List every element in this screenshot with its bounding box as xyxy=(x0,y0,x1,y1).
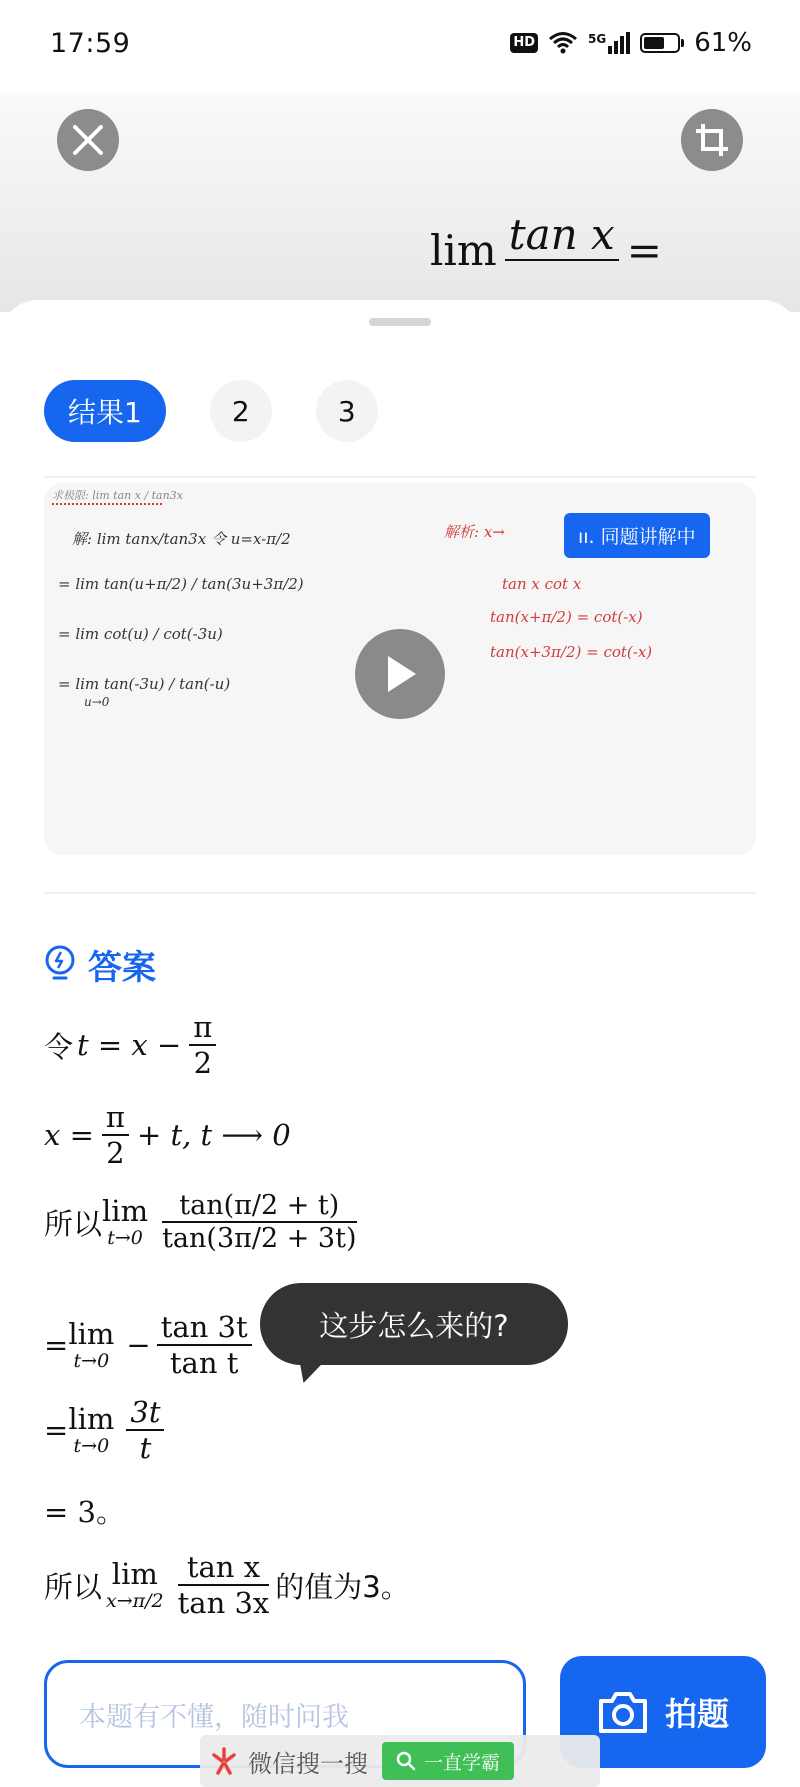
play-icon xyxy=(382,654,418,694)
photo-formula xyxy=(430,210,662,291)
answer-line: 令 t = x − $\frac{\pi}{2}$ xyxy=(44,1010,216,1080)
video-handwriting-line: 求极限: lim tan x / tan3x xyxy=(52,489,183,502)
answer-title: 答案 xyxy=(88,948,156,988)
cell-signal-icon xyxy=(588,32,630,54)
wechat-search-logo-icon xyxy=(208,1745,240,1777)
wifi-icon xyxy=(548,31,578,55)
battery-percent: 61% xyxy=(694,28,752,58)
answer-line: 所以 lim x→π/2 $\frac{\text{tan x}}{\tan 3x}$ 的值为3。 xyxy=(44,1550,410,1620)
answer-line: = lim t→0 $\frac{3t}{t}$ xyxy=(44,1395,164,1465)
close-icon xyxy=(71,123,105,157)
wechat-search-pill[interactable] xyxy=(382,1742,514,1780)
photo-formula-lim: lim xyxy=(430,226,497,275)
video-handwriting-line: u→0 xyxy=(84,695,110,709)
crop-icon xyxy=(694,122,730,158)
divider xyxy=(44,476,756,478)
tab-result-3[interactable]: 3 xyxy=(316,380,378,442)
video-handwriting-line: = lim cot(u) / cot(-3u) xyxy=(58,625,223,643)
camera-icon xyxy=(597,1689,649,1735)
close-button[interactable] xyxy=(57,109,119,171)
photo-formula-numerator: tan x xyxy=(508,210,615,259)
ask-input[interactable]: 本题有不懂，随时问我 xyxy=(44,1660,526,1768)
video-handwriting-line: tan(x+π/2) = cot(-x) xyxy=(490,608,643,626)
wechat-search-bar[interactable] xyxy=(200,1735,600,1787)
answer-line: x = $\frac{\pi}{2}$ + t, t ⟶ 0 xyxy=(44,1100,291,1170)
divider xyxy=(44,892,756,894)
video-handwriting-line: tan(x+3π/2) = cot(-x) xyxy=(490,643,653,661)
video-handwriting-line: 解: lim tanx/tan3x 令 u=x-π/2 xyxy=(72,530,291,548)
video-handwriting-line: = lim tan(u+π/2) / tan(3u+3π/2) xyxy=(58,575,304,593)
hd-icon: HD xyxy=(510,33,538,53)
ask-step-bubble[interactable]: 这步怎么来的? xyxy=(260,1283,568,1365)
tab-result-2[interactable]: 2 xyxy=(210,380,272,442)
solution-video[interactable] xyxy=(44,483,756,855)
video-handwriting-line: 解析: x→ xyxy=(444,523,505,541)
wechat-search-label: 微信搜一搜 xyxy=(248,1749,368,1778)
photo-formula-equals: = xyxy=(626,226,662,275)
lightbulb-icon xyxy=(44,945,76,985)
video-handwriting-line: tan x cot x xyxy=(502,575,582,593)
result-tabs xyxy=(44,380,378,442)
status-indicators xyxy=(510,28,752,58)
status-bar xyxy=(0,0,800,92)
explaining-badge: ıı. 同题讲解中 xyxy=(564,513,710,558)
play-button[interactable] xyxy=(355,629,445,719)
sheet-drag-handle[interactable] xyxy=(369,318,431,326)
photo-formula-fraction xyxy=(505,210,619,291)
video-handwriting-line: = lim tan(-3u) / tan(-u) xyxy=(58,675,231,693)
answer-line: = lim t→0 − $\frac{\tan 3t}{\text{tan t}}$ xyxy=(44,1310,252,1380)
network-type: 5G xyxy=(588,32,607,46)
battery-icon xyxy=(640,33,684,53)
crop-button[interactable] xyxy=(681,109,743,171)
take-photo-label: 拍题 xyxy=(664,1695,729,1733)
result-sheet xyxy=(0,300,800,1787)
answer-line: = 3。 xyxy=(44,1495,125,1529)
answer-line: 所以 lim t→0 $\frac{\tan(\pi/2 + t)}{\tan(3\pi/2 + 3t)}$ xyxy=(44,1190,357,1254)
tab-result-1[interactable]: 结果1 xyxy=(44,380,166,442)
captured-photo xyxy=(0,92,800,312)
answer-heading xyxy=(44,940,156,989)
wechat-search-query: 一直学霸 xyxy=(424,1751,501,1774)
status-time: 17:59 xyxy=(50,28,131,59)
search-icon xyxy=(396,1751,416,1771)
